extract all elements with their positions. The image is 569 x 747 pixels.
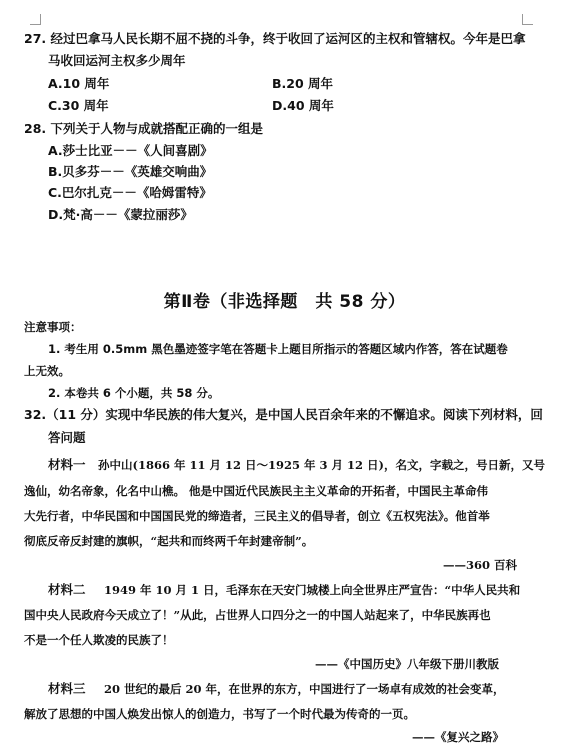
q28-option-c: C.巴尔扎克－－《哈姆雷特》 xyxy=(48,185,212,200)
material2-label: 材料二 xyxy=(48,582,86,597)
q27-option-b: B.20 周年 xyxy=(272,76,334,91)
q28-option-b: B.贝多芬－－《英雄交响曲》 xyxy=(48,164,213,179)
notice-item-1-line1: 1. 考生用 0.5mm 黑色墨迹签字笔在答题卡上题目所指示的答题区域内作答，答在试题卷 xyxy=(48,342,508,356)
material1-line4: 彻底反帝反封建的旗帜，“起共和而终两千年封建帝制”。 xyxy=(24,534,314,548)
notice-item-2: 2. 本卷共 6 个小题，共 58 分。 xyxy=(48,386,220,400)
q28-option-a: A.莎士比亚－－《人间喜剧》 xyxy=(48,143,213,158)
q32-stem-line1: 32.（11 分）实现中华民族的伟大复兴，是中国人民百余年来的不懈追求。阅读下列材料，回 xyxy=(24,407,543,422)
q32-stem-line2: 答问题 xyxy=(48,430,86,445)
notice-item-1-line2: 上无效。 xyxy=(24,364,70,378)
q27-option-d: D.40 周年 xyxy=(272,98,334,113)
q28-stem: 28. 下列关于人物与成就搭配正确的一组是 xyxy=(24,121,263,136)
q27-stem-line1: 27. 经过巴拿马人民长期不屈不挠的斗争，终于收回了运河区的主权和管辖权。今年是巴拿 xyxy=(24,31,526,46)
q27-option-a: A.10 周年 xyxy=(48,76,110,91)
material1-source: ——360 百科 xyxy=(443,558,518,572)
q28-option-d: D.梵·高－－《蒙拉丽莎》 xyxy=(48,207,193,222)
material3-source: ——《复兴之路》 xyxy=(412,730,504,744)
material2-line1: 1949 年 10 月 1 日，毛泽东在天安门城楼上向全世界庄严宣告：“中华人民共和 xyxy=(104,583,521,597)
material1-line3: 大先行者，中华民国和中国国民党的缔造者，三民主义的倡导者，创立《五权宪法》。他首举 xyxy=(24,509,490,523)
material3-label: 材料三 xyxy=(48,681,86,696)
material1-label: 材料一 xyxy=(48,457,86,472)
q27-stem-line2: 马收回运河主权多少周年 xyxy=(48,53,186,68)
material3-line1: 20 世纪的最后 20 年，在世界的东方，中国进行了一场卓有成效的社会变革， xyxy=(104,682,505,696)
material1-line2: 逸仙，幼名帝象，化名中山樵。 他是中国近代民族民主主义革命的开拓者，中国民主革命伟 xyxy=(24,484,488,498)
section-title: 第Ⅱ卷（非选择题 共 58 分） xyxy=(163,292,406,312)
material2-line3: 不是一个任人欺凌的民族了！ xyxy=(24,633,174,647)
material3-line2: 解放了思想的中国人焕发出惊人的创造力，书写了一个时代最为传奇的一页。 xyxy=(24,707,415,721)
material1-line1: 孙中山(1866 年 11 月 12 日～1925 年 3 月 12 日)，名文，字载之，号日新，又号 xyxy=(98,458,545,472)
q27-option-c: C.30 周年 xyxy=(48,98,109,113)
material2-source: ——《中国历史》八年级下册川教版 xyxy=(315,657,499,671)
notice-heading: 注意事项： xyxy=(24,320,82,334)
material2-line2: 国中央人民政府今天成立了！”从此，占世界人口四分之一的中国人站起来了，中华民族再也 xyxy=(24,608,491,622)
